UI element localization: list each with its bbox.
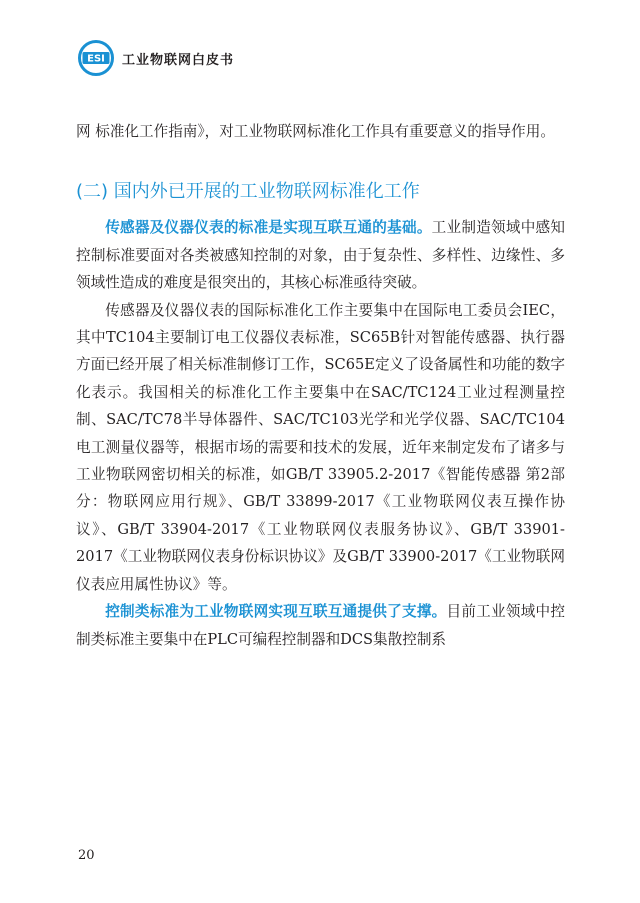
paragraph-sensor-standards — [76, 214, 565, 296]
page-header — [78, 40, 234, 76]
paragraph-control-standards — [76, 598, 565, 653]
intro-paragraph: 网 标准化工作指南》，对工业物联网标准化工作具有重要意义的指导作用。 — [76, 123, 555, 140]
esi-logo-icon — [78, 40, 114, 76]
paragraph-highlight: 控制类标准为工业物联网实现互联互通提供了支撑。 — [105, 603, 447, 621]
paragraph-text: 目前工业领域中控制类标准主要集中在PLC可编程控制器和DCS集散控制系 — [76, 603, 565, 648]
header-title: 工业物联网白皮书 — [122, 52, 235, 68]
paragraph-highlight: 传感器及仪器仪表的标准是实现互联互通的基础。 — [105, 219, 432, 237]
paragraph-international-standards: 传感器及仪器仪表的国际标准化工作主要集中在国际电工委员会IEC，其中TC104主要制订电工仪器仪表标准，SC65B针对智能传感器、执行器方面已经开展了相关标准制修订工作，SC65E定义了设备属性和功能的数字化表示。我国相关的标准化工作主要集中在SAC/TC124工业过程测量控制、SAC/TC78半导体器件、SAC/TC103光学和光学仪器、SAC/TC104电工测量仪器等，根据市场的需要和技术的发展，近年来制定发布了诸多与工业物联网密切相关的标准，如GB/T 33905.2-2017《智能传感器 第2部分：物联网应用行规》、GB/T 33899-2017《工业物联网仪表互操作协议》、GB/T 33904-2017《工业物联网仪表服务协议》、GB/T 33901-2017《工业物联网仪表身份标识协议》及GB/T 33900-2017《工业物联网仪表应用属性协议》等。 — [76, 301, 565, 593]
page-number: 20 — [78, 848, 95, 863]
section-heading: (二) 国内外已开展的工业物联网标准化工作 — [76, 181, 420, 203]
paragraph-text: 工业制造领域中感知控制标准要面对各类被感知控制的对象，由于复杂性、多样性、边缘性、多领域性造成的难度是很突出的，其核心标准亟待突破。 — [76, 219, 565, 292]
page-content — [76, 118, 565, 653]
logo-text: ESI — [87, 53, 105, 65]
